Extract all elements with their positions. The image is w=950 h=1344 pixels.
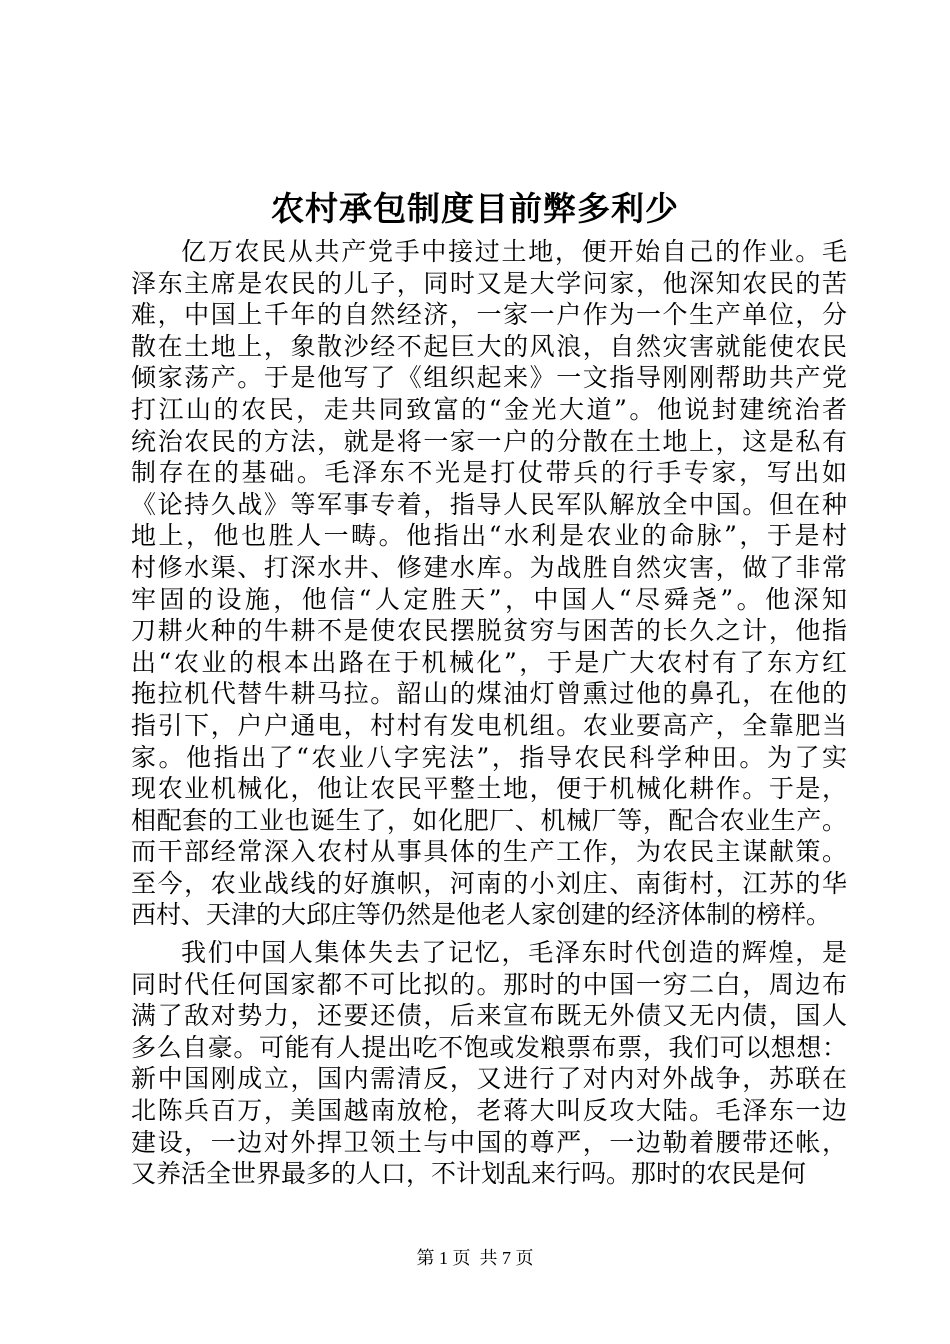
text-line: 牢固的设施，他信“人定胜天”，中国人“尽舜尧”。他深知: [131, 584, 847, 614]
paragraph-1: [131, 236, 847, 931]
text-line: 打江山的农民，走共同致富的“金光大道”。他说封建统治者: [131, 394, 847, 424]
text-line: 指引下，户户通电，村村有发电机组。农业要高产，全靠肥当: [131, 710, 847, 740]
text-line: 相配套的工业也诞生了，如化肥厂、机械厂等，配合农业生产。: [131, 805, 847, 835]
text-line: 统治农民的方法，就是将一家一户的分散在土地上，这是私有: [131, 426, 847, 456]
text-line: 多么自豪。可能有人提出吃不饱或发粮票布票，我们可以想想：: [131, 1032, 847, 1062]
text-line: 家。他指出了“农业八字宪法”，指导农民科学种田。为了实: [131, 742, 847, 772]
text-line: 西村、天津的大邱庄等仍然是他老人家创建的经济体制的榜样。: [131, 900, 832, 930]
document-title: 农村承包制度目前弊多利少: [271, 189, 679, 228]
text-line: 我们中国人集体失去了记忆，毛泽东时代创造的辉煌，是: [181, 938, 847, 967]
page-footer: [0, 1244, 950, 1270]
text-line: 拖拉机代替牛耕马拉。韶山的煤油灯曾熏过他的鼻孔，在他的: [131, 679, 847, 709]
text-line: 满了敌对势力，还要还债，后来宣布既无外债又无内债，国人: [131, 1001, 847, 1031]
text-line: 又养活全世界最多的人口，不计划乱来行吗。那时的农民是何: [131, 1159, 807, 1189]
page-number: 第 1 页: [416, 1248, 471, 1268]
paragraph-2: [131, 937, 847, 1190]
text-line: 新中国刚成立，国内需清反，又进行了对内对外战争，苏联在: [131, 1064, 847, 1094]
text-line: 出“农业的根本出路在于机械化”，于是广大农村有了东方红: [131, 647, 847, 677]
text-line: 难，中国上千年的自然经济，一家一户作为一个生产单位，分: [131, 300, 847, 330]
text-line: 地上，他也胜人一畴。他指出“水利是农业的命脉”，于是村: [131, 521, 847, 551]
text-line: 刀耕火种的牛耕不是使农民摆脱贫穷与困苦的长久之计，他指: [131, 616, 847, 646]
text-line: 倾家荡产。于是他写了《组织起来》一文指导刚刚帮助共产党: [131, 363, 847, 393]
text-line: 至今，农业战线的好旗帜，河南的小刘庄、南街村，江苏的华: [131, 868, 847, 898]
text-line: 村修水渠、打深水井、修建水库。为战胜自然灾害，做了非常: [131, 552, 847, 582]
text-line: 泽东主席是农民的儿子，同时又是大学问家，他深知农民的苦: [131, 268, 847, 298]
text-line: 《论持久战》等军事专着，指导人民军队解放全中国。但在种: [131, 489, 847, 519]
text-line: 制存在的基础。毛泽东不光是打仗带兵的行手专家，写出如: [131, 458, 847, 488]
text-line: 北陈兵百万，美国越南放枪，老蒋大叫反攻大陆。毛泽东一边: [131, 1095, 847, 1125]
text-line: 亿万农民从共产党手中接过土地，便开始自己的作业。毛: [181, 237, 847, 266]
text-line: 现农业机械化，他让农民平整土地，便于机械化耕作。于是，: [131, 774, 847, 804]
text-line: 散在土地上，象散沙经不起巨大的风浪，自然灾害就能使农民: [131, 331, 847, 361]
text-line: 建设，一边对外捍卫领土与中国的尊严，一边勒着腰带还帐，: [131, 1127, 847, 1157]
page-total: 共 7 页: [479, 1248, 534, 1268]
text-line: 同时代任何国家都不可比拟的。那时的中国一穷二白，周边布: [131, 969, 847, 999]
text-line: 而干部经常深入农村从事具体的生产工作，为农民主谋献策。: [131, 837, 847, 867]
